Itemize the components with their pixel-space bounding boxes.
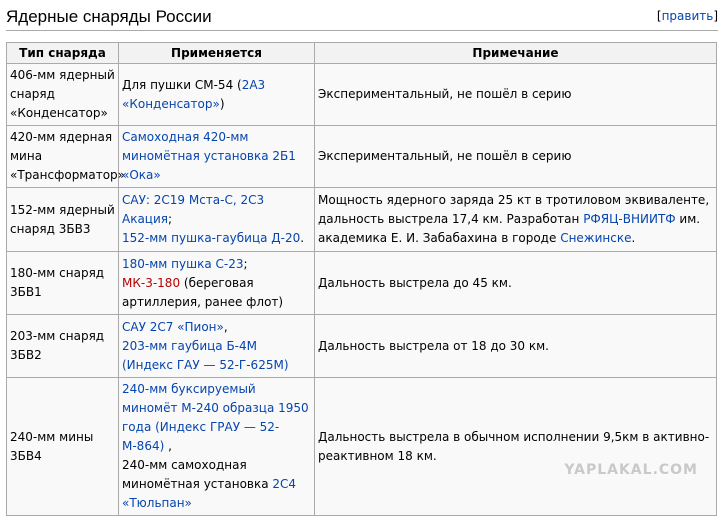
- edit-section: [657, 9, 718, 23]
- wiki-link[interactable]: 152-мм пушка-гаубица Д-20: [122, 231, 301, 245]
- cell-text: (береговая артиллерия, ранее флот): [122, 275, 284, 309]
- cell-note: [315, 252, 717, 315]
- cell-text: Для пушки СМ-54 (: [122, 77, 242, 92]
- cell-shell-type: 406-мм ядерный снаряд «Конденсатор»: [7, 64, 119, 126]
- cell-applied: [119, 252, 315, 315]
- watermark: YAPLAKAL.COM: [564, 462, 698, 478]
- cell-shell-type: 240-мм мины 3БВ4: [7, 378, 119, 516]
- table-row: [7, 64, 717, 126]
- page-title: Ядерные снаряды России: [6, 7, 212, 26]
- cell-text: Дальность выстрела до 45 км.: [318, 275, 512, 290]
- wiki-link[interactable]: Самоходная 420-мм миномётная установка 2Б1 «Ока»: [122, 130, 296, 182]
- column-header-type: Тип снаряда: [7, 43, 119, 64]
- cell-text: Мощность ядерного заряда 25 кт в тротиловом эквиваленте, дальность выстрела 17,4 км. Разработан: [318, 193, 710, 226]
- cell-applied: [119, 378, 315, 516]
- cell-note: [315, 126, 717, 188]
- cell-text: .: [631, 231, 636, 245]
- section-header: [6, 4, 718, 31]
- edit-link[interactable]: править: [661, 9, 714, 23]
- cell-text: Дальность выстрела от 18 до 30 км.: [318, 338, 549, 353]
- cell-applied: [119, 126, 315, 188]
- wiki-link[interactable]: САУ: 2С19 Мста-С, 2С3 Акация: [122, 193, 265, 226]
- wiki-link[interactable]: 2А3 «Конденсатор»: [122, 77, 266, 111]
- cell-text: .: [300, 231, 305, 245]
- cell-shell-type: 152-мм ядерный снаряд 3БВ3: [7, 188, 119, 252]
- edit-bracket-open: [: [656, 9, 662, 23]
- wiki-link[interactable]: 2С4 «Тюльпан»: [122, 477, 297, 510]
- column-header-applied: Применяется: [119, 43, 315, 64]
- cell-text: 240-мм самоходная миномётная установка: [122, 458, 273, 491]
- cell-shell-type: 203-мм снаряд 3БВ2: [7, 315, 119, 378]
- cell-applied: [119, 315, 315, 378]
- cell-text: ,: [223, 319, 228, 334]
- cell-text: им. академика Е. И. Забабахина в городе: [318, 212, 701, 245]
- cell-applied: [119, 64, 315, 126]
- table-row: [7, 126, 717, 188]
- cell-text: Экспериментальный, не пошёл в серию: [318, 149, 572, 163]
- edit-bracket-close: ]: [713, 9, 718, 23]
- cell-text: ): [219, 96, 225, 111]
- nuclear-shells-table: [6, 42, 717, 516]
- wiki-link[interactable]: Снежинске: [560, 231, 632, 245]
- cell-text: ;: [168, 212, 173, 226]
- cell-note: [315, 315, 717, 378]
- cell-text: Дальность выстрела в обычном исполнении 9,5км в активно-реактивном 18 км.: [318, 429, 710, 463]
- wiki-link[interactable]: 240-мм буксируемый миномёт М-240 образца 1950 года (Индекс ГРАУ — 52-М-864): [122, 382, 309, 453]
- cell-note: [315, 378, 717, 516]
- table-row: [7, 252, 717, 315]
- cell-note: [315, 64, 717, 126]
- wiki-link[interactable]: 180-мм пушка С-23: [122, 256, 244, 271]
- cell-note: [315, 188, 717, 252]
- table-header-row: [7, 43, 717, 64]
- cell-applied: [119, 188, 315, 252]
- cell-text: ,: [164, 439, 172, 453]
- table-row: [7, 378, 717, 516]
- cell-shell-type: 420-мм ядерная мина «Трансформатор»: [7, 126, 119, 188]
- table-row: [7, 188, 717, 252]
- wiki-link[interactable]: 203-мм гаубица Б-4М (Индекс ГАУ — 52-Г-625М): [122, 338, 289, 372]
- cell-text: ;: [243, 256, 248, 271]
- cell-shell-type: 180-мм снаряд 3БВ1: [7, 252, 119, 315]
- wiki-link[interactable]: РФЯЦ-ВНИИТФ: [583, 212, 676, 226]
- column-header-note: Примечание: [315, 43, 717, 64]
- wiki-redlink[interactable]: МК-3-180: [122, 275, 181, 290]
- cell-text: Экспериментальный, не пошёл в серию: [318, 87, 572, 101]
- table-row: [7, 315, 717, 378]
- wiki-link[interactable]: САУ 2С7 «Пион»: [122, 319, 224, 334]
